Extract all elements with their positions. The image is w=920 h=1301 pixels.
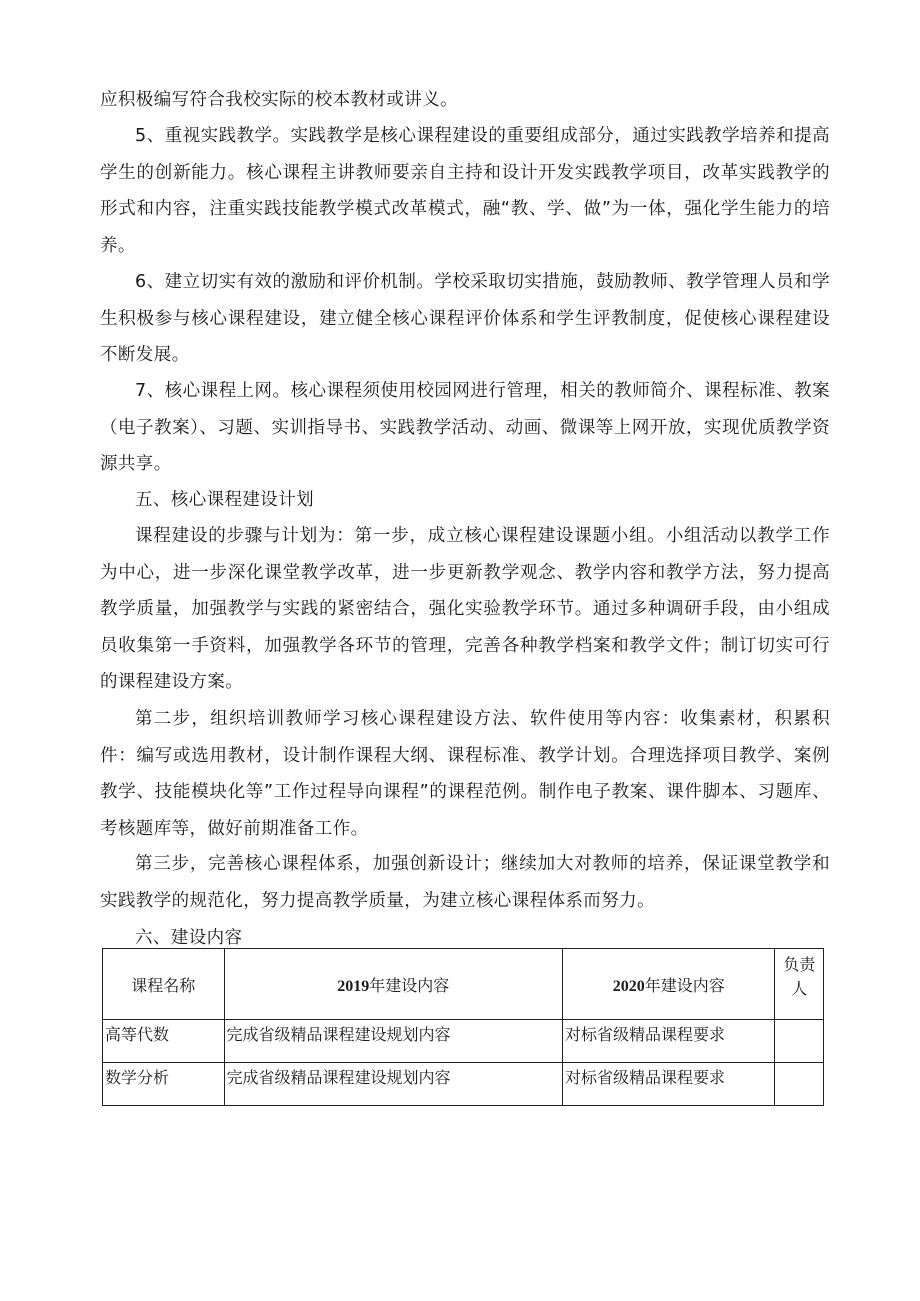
cell-2019-content: 完成省级精品课程建设规划内容 [224,1063,563,1106]
header-course-name: 课程名称 [103,949,225,1020]
paragraph-intro-tail: 应积极编写符合我校实际的校本教材或讲义。 [100,90,458,110]
paragraph-step-3: 第三步，完善核心课程体系，加强创新设计；继续加大对教师的培养，保证课堂教学和实践教学的规范化，努力提高教学质量，为建立核心课程体系而努力。 [100,854,830,911]
table-header-row [103,949,824,1020]
cell-course-name: 高等代数 [103,1020,225,1063]
header-2020-label: 年建设内容 [644,975,725,995]
cell-owner [775,1020,824,1063]
cell-2020-content: 对标省级精品课程要求 [563,1063,775,1106]
table-row [103,1020,824,1063]
header-2020-content [563,949,775,1020]
header-owner: 负责人 [775,949,824,1020]
header-2020-year: 2020 [612,977,645,995]
paragraph-step-1: 课程建设的步骤与计划为：第一步，成立核心课程建设课题小组。小组活动以教学工作为中心，进一步深化课堂教学改革，进一步更新教学观念、教学内容和教学方法，努力提高教学质量，加强教学与实践的紧密结合，强化实验教学环节。通过多种调研手段，由小组成员收集第一手资料，加强教学各环节的管理，完善各种教学档案和教学文件；制订切实可行的课程建设方案。 [100,526,830,692]
paragraph-item-5: 5、重视实践教学。实践教学是核心课程建设的重要组成部分，通过实践教学培养和提高学生的创新能力。核心课程主讲教师要亲自主持和设计开发实践教学项目，改革实践教学的形式和内容，注重实践技能教学模式改革模式，融“教、学、做”为一体，强化学生能力的培养。 [100,126,830,256]
paragraph-item-7: 7、核心课程上网。核心课程须使用校园网进行管理，相关的教师简介、课程标准、教案（电子教案）、习题、实训指导书、实践教学活动、动画、微课等上网开放，实现优质教学资源共享。 [100,381,830,474]
paragraph-step-2: 第二步，组织培训教师学习核心课程建设方法、软件使用等内容：收集素材，积累积件：编写或选用教材，设计制作课程大纲、课程标准、教学计划。合理选择项目教学、案例教学、技能模块化等”工作过程导向课程”的课程范例。制作电子教案、课件脚本、习题库、考核题库等，做好前期准备工作。 [100,709,830,839]
section-heading-5: 五、核心课程建设计划 [135,490,314,510]
cell-2020-content: 对标省级精品课程要求 [563,1020,775,1063]
cell-course-name: 数学分析 [103,1063,225,1106]
paragraph-item-6: 6、建立切实有效的激励和评价机制。学校采取切实措施，鼓励教师、教学管理人员和学生积极参与核心课程建设，建立健全核心课程评价体系和学生评教制度，促使核心课程建设不断发展。 [100,272,830,365]
table-row [103,1063,824,1106]
section-heading-6: 六、建设内容 [135,928,243,948]
cell-owner [775,1063,824,1106]
construction-plan-table [102,948,824,1106]
cell-2019-content: 完成省级精品课程建设规划内容 [224,1020,563,1063]
header-2019-year: 2019 [337,977,370,995]
header-2019-label: 年建设内容 [369,975,450,995]
header-2019-content [224,949,563,1020]
